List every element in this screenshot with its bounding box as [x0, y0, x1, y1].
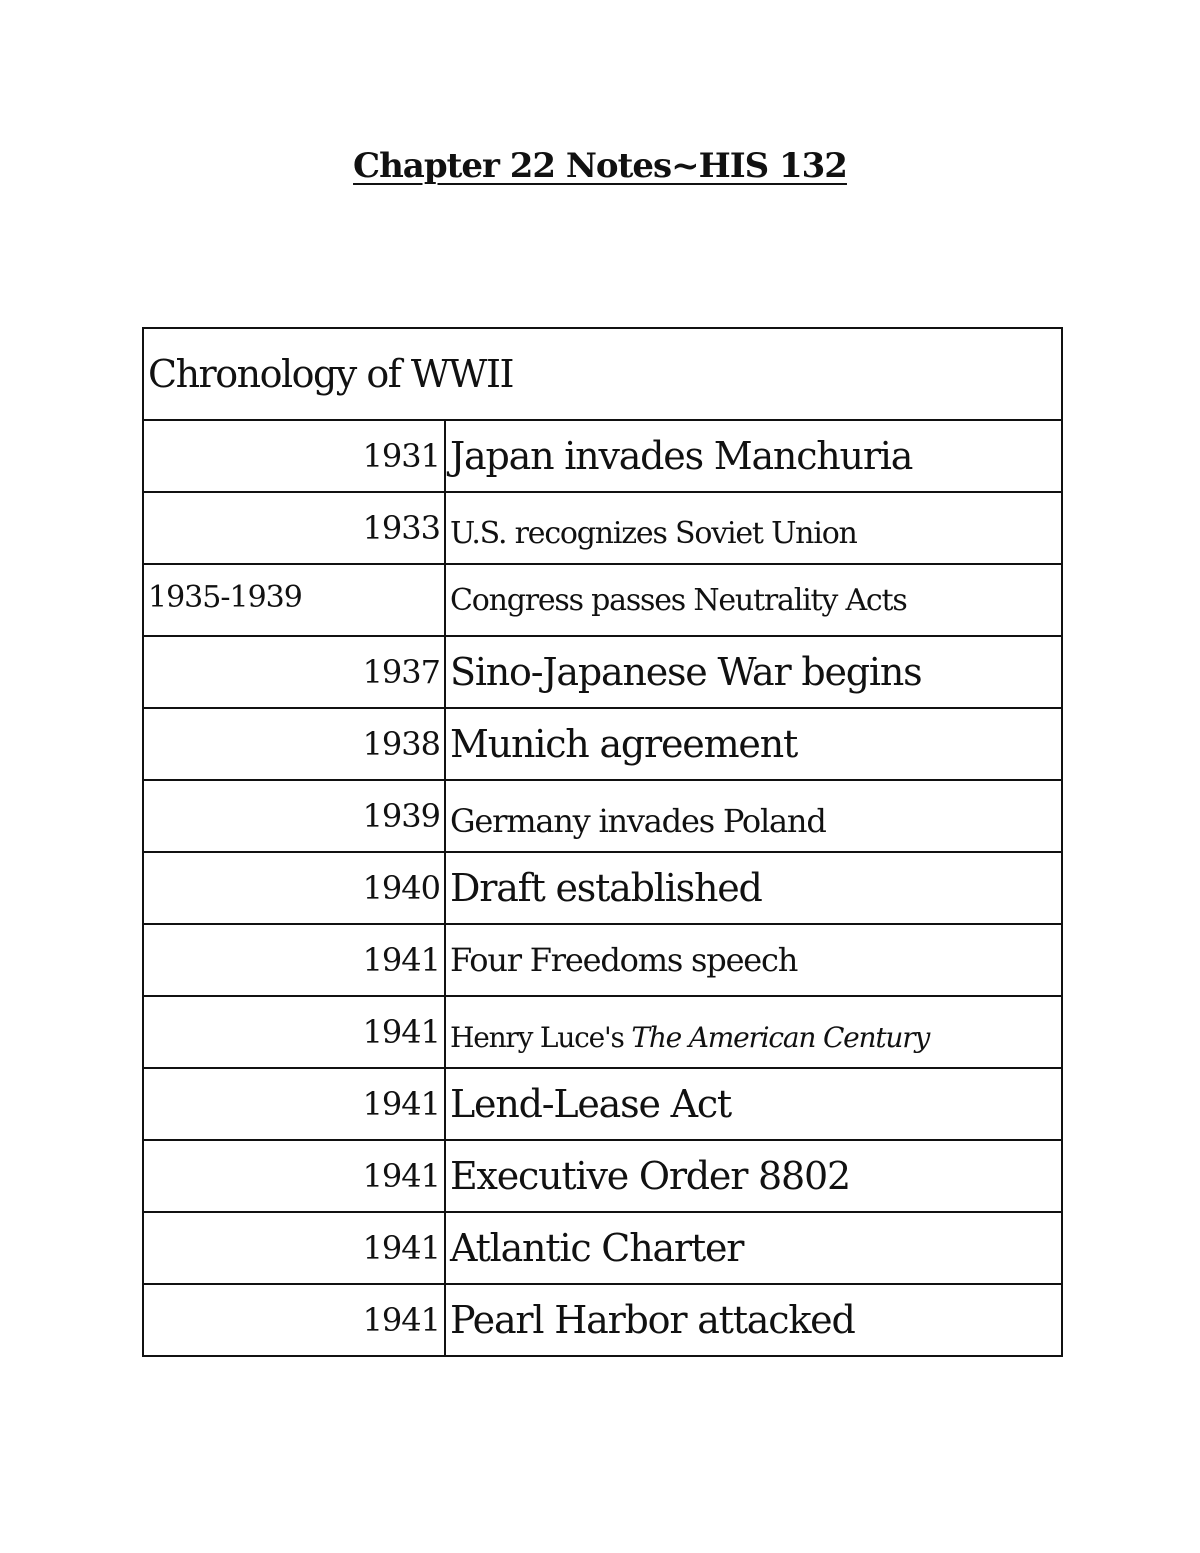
year-cell: 1935-1939: [143, 564, 445, 636]
table-row: [143, 996, 1062, 1068]
event-cell: U.S. recognizes Soviet Union: [445, 492, 1062, 564]
event-cell: Munich agreement: [445, 708, 1062, 780]
table-row: [143, 636, 1062, 708]
year-cell: 1941: [143, 996, 445, 1068]
event-cell: Atlantic Charter: [445, 1212, 1062, 1284]
table-row: [143, 780, 1062, 852]
year-cell: 1941: [143, 1140, 445, 1212]
year-cell: 1937: [143, 636, 445, 708]
event-cell: Congress passes Neutrality Acts: [445, 564, 1062, 636]
year-cell: 1941: [143, 1212, 445, 1284]
chronology-table: [142, 327, 1063, 1357]
table-row: [143, 708, 1062, 780]
event-cell: Germany invades Poland: [445, 780, 1062, 852]
table-row: [143, 1068, 1062, 1140]
table-row: [143, 924, 1062, 996]
table-row: [143, 564, 1062, 636]
event-cell: Japan invades Manchuria: [445, 420, 1062, 492]
year-cell: 1933: [143, 492, 445, 564]
event-cell: [445, 996, 1062, 1068]
year-cell: 1940: [143, 852, 445, 924]
event-cell: Lend-Lease Act: [445, 1068, 1062, 1140]
event-text: Henry Luce's: [450, 1020, 632, 1054]
table-row: [143, 1284, 1062, 1356]
event-cell: Sino-Japanese War begins: [445, 636, 1062, 708]
event-cell: Pearl Harbor attacked: [445, 1284, 1062, 1356]
year-cell: 1941: [143, 1068, 445, 1140]
table-heading-row: [143, 328, 1062, 420]
event-cell: Four Freedoms speech: [445, 924, 1062, 996]
year-cell: 1941: [143, 924, 445, 996]
table-heading: Chronology of WWII: [143, 328, 1062, 420]
year-cell: 1941: [143, 1284, 445, 1356]
year-cell: 1931: [143, 420, 445, 492]
table-row: [143, 492, 1062, 564]
event-cell: Executive Order 8802: [445, 1140, 1062, 1212]
table-row: [143, 1140, 1062, 1212]
book-title: The American Century: [631, 1020, 930, 1054]
table-row: [143, 420, 1062, 492]
table-row: [143, 852, 1062, 924]
table-row: [143, 1212, 1062, 1284]
year-cell: 1939: [143, 780, 445, 852]
year-cell: 1938: [143, 708, 445, 780]
page-title: Chapter 22 Notes~HIS 132: [353, 146, 847, 186]
event-cell: Draft established: [445, 852, 1062, 924]
